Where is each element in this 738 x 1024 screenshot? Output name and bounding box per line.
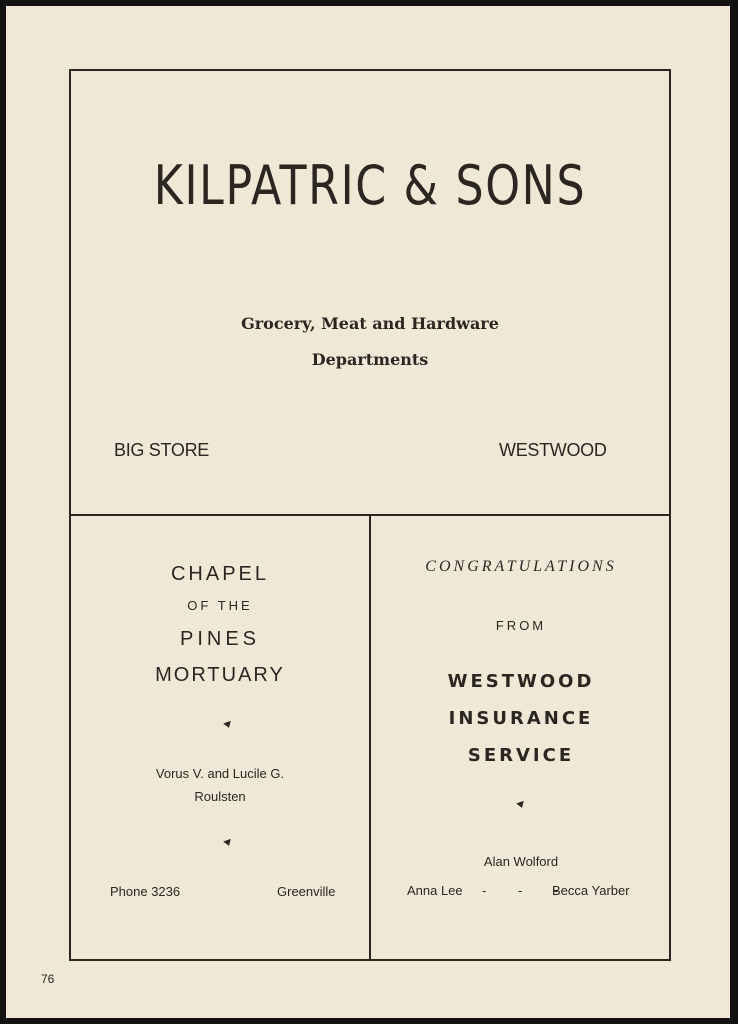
- agent-name-right: Becca Yarber: [552, 883, 630, 898]
- phone-number: Phone 3236: [110, 884, 181, 899]
- departments-line1: Grocery, Meat and Hardware: [241, 314, 499, 333]
- insurance-name-line1: WESTWOOD: [447, 671, 595, 692]
- chapel-line: CHAPEL: [170, 563, 270, 585]
- name-separator: - - -: [482, 883, 573, 898]
- town-name: Greenville: [277, 884, 336, 899]
- kilpatric-title: KILPATRIC & SONS: [153, 154, 587, 217]
- mortuary-line: MORTUARY: [155, 664, 285, 686]
- pines-line: PINES: [179, 628, 261, 650]
- agent-name: Alan Wolford: [483, 854, 559, 869]
- yearbook-page: [6, 6, 730, 1018]
- owner-surname: Roulsten: [194, 789, 246, 804]
- insurance-name-line2: INSURANCE: [448, 708, 594, 729]
- agent-name-left: Anna Lee: [407, 883, 463, 898]
- of-the-line: OF THE: [187, 598, 253, 613]
- vertical-divider: [369, 514, 371, 961]
- from-line: FROM: [495, 618, 547, 633]
- big-store-label: BIG STORE: [114, 440, 209, 460]
- insurance-name-line3: SERVICE: [467, 745, 575, 766]
- congratulations-line: CONGRATULATIONS: [425, 558, 617, 575]
- westwood-location-label: WESTWOOD: [499, 440, 607, 460]
- departments-line2: Departments: [311, 350, 429, 369]
- owner-names: Vorus V. and Lucile G.: [155, 766, 285, 781]
- page-number: 76: [41, 972, 55, 986]
